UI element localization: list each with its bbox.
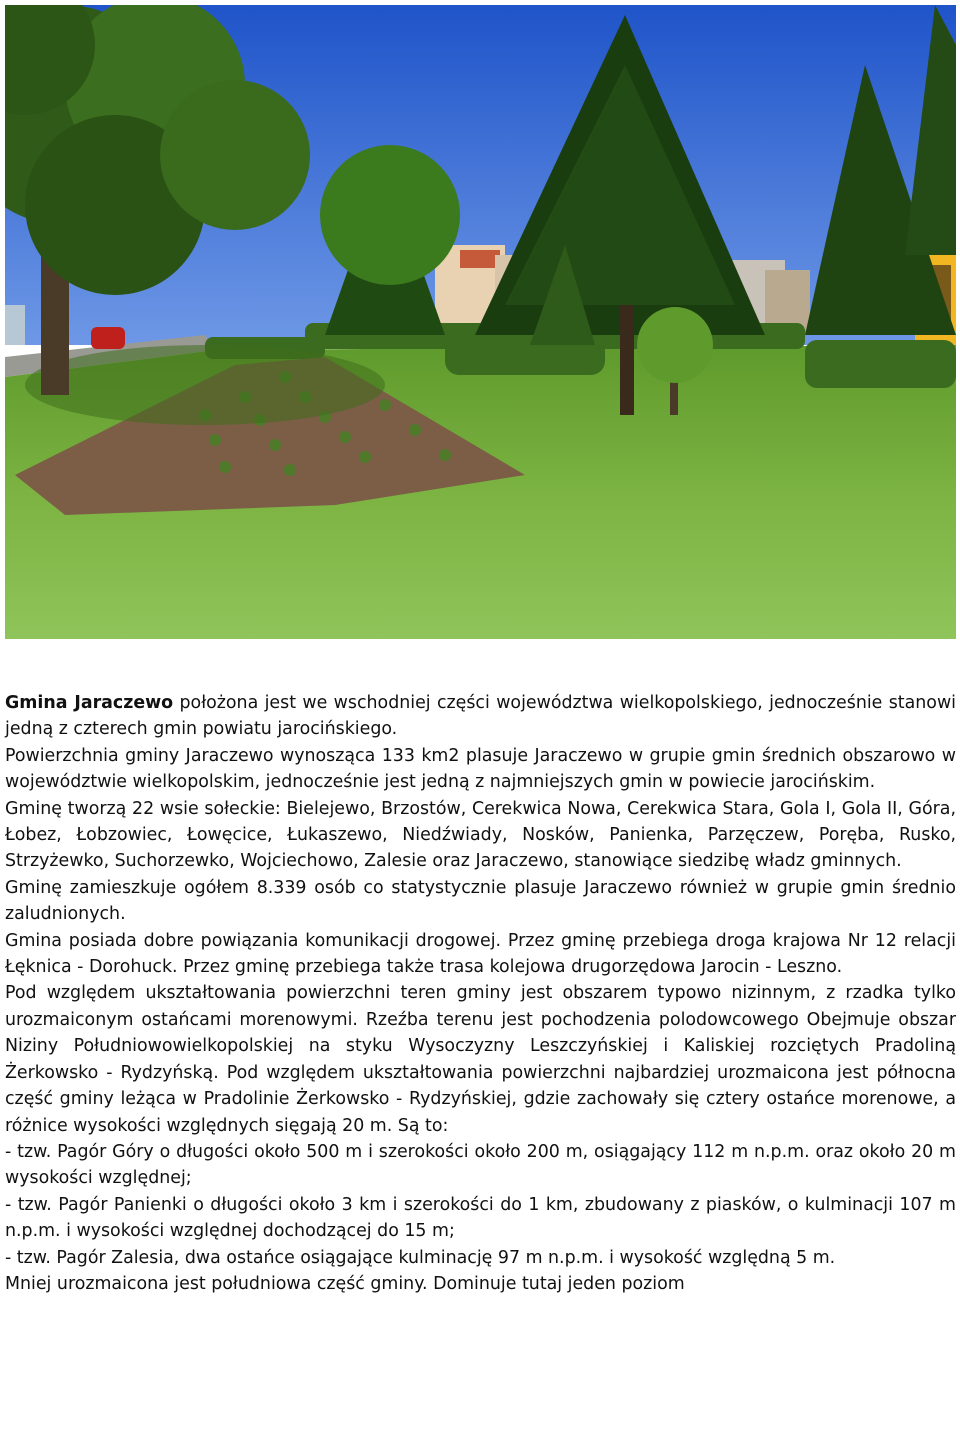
paragraph-terrain: Pod względem ukształtowania powierzchni teren gminy jest obszarem typowo nizinnym, z rzadka tylko urozmaiconym ostańcami morenowymi. Rzeźba terenu jest pochodzenia polodowcowego Obejmuje obszar Niziny Południowowielkopolskiej na styku Wysoczyzny Leszczyńskiej i Kaliskiej rozciętych Pradoliną Żerkowsko - Rydzyńską. Pod względem ukształtowania powierzchni najbardziej urozmaicona jest północna część gminy leżąca w Pradolinie Żerkowsko - Rydzyńskiej, gdzie zachowały się cztery ostańce morenowe, a różnice wysokości względnych sięgają 20 m. Są to: — [5, 983, 956, 1136]
tree-shadow — [25, 345, 385, 425]
paragraph-hill-panienka: - tzw. Pagór Panienki o długości około 3 km i szerokości do 1 km, zbudowany z piasków, o kulminacji 107 m n.p.m. i wysokości względnej dochodzącej do 15 m; — [5, 1194, 956, 1242]
paragraph-villages: Gminę tworzą 22 wsie sołeckie: Bielejewo, Brzostów, Cerekwica Nowa, Cerekwica Stara, Gola I, Gola II, Góra, Łobez, Łobzowiec, Łowęcice, Łukaszewo, Niedźwiady, Nosków, Panienka, Parzęczew, Poręba, Rusko, Strzyżewko, Suchorzewko, Wojciechowo, Zalesie oraz Jaraczewo, stanowiące siedzibę władz gminnych. — [5, 798, 956, 872]
gmina-name: Gmina Jaraczewo — [5, 693, 174, 713]
park-photo — [5, 5, 956, 639]
article-text — [5, 690, 956, 1297]
paragraph-area: Powierzchnia gminy Jaraczewo wynosząca 133 km2 plasuje Jaraczewo w grupie gmin średnich obszarowo w województwie wielkopolskim, jednocześnie jest jedną z najmniejszych gmin w powiecie jarocińskim. — [5, 745, 956, 793]
paragraph-hill-gora: - tzw. Pagór Góry o długości około 500 m i szerokości około 200 m, osiągający 112 m n.p.m. oraz około 20 m wysokości względnej; — [5, 1141, 956, 1189]
paragraph-hill-zalesie: - tzw. Pagór Zalesia, dwa ostańce osiągające kulminację 97 m n.p.m. i wysokość względną 5 m. — [5, 1247, 836, 1268]
intro-paragraph — [5, 690, 956, 743]
red-car — [91, 327, 125, 349]
paragraph-south: Mniej urozmaicona jest południowa część gminy. Dominuje tutaj jeden poziom — [5, 1273, 685, 1294]
paragraph-population: Gminę zamieszkuje ogółem 8.339 osób co statystycznie plasuje Jaraczewo również w grupie gmin średnio zaludnionych. — [5, 877, 956, 925]
paragraph-transport: Gmina posiada dobre powiązania komunikacji drogowej. Przez gminę przebiega droga krajowa Nr 12 relacji Łęknica - Dorohuck. Przez gminę przebiega także trasa kolejowa drugorzędowa Jarocin - Leszno. — [5, 930, 956, 978]
intro-rest: położona jest we wschodniej części województwa wielkopolskiego, jednocześnie stanowi jedną z czterech gmin powiatu jarocińskiego. — [5, 693, 956, 740]
